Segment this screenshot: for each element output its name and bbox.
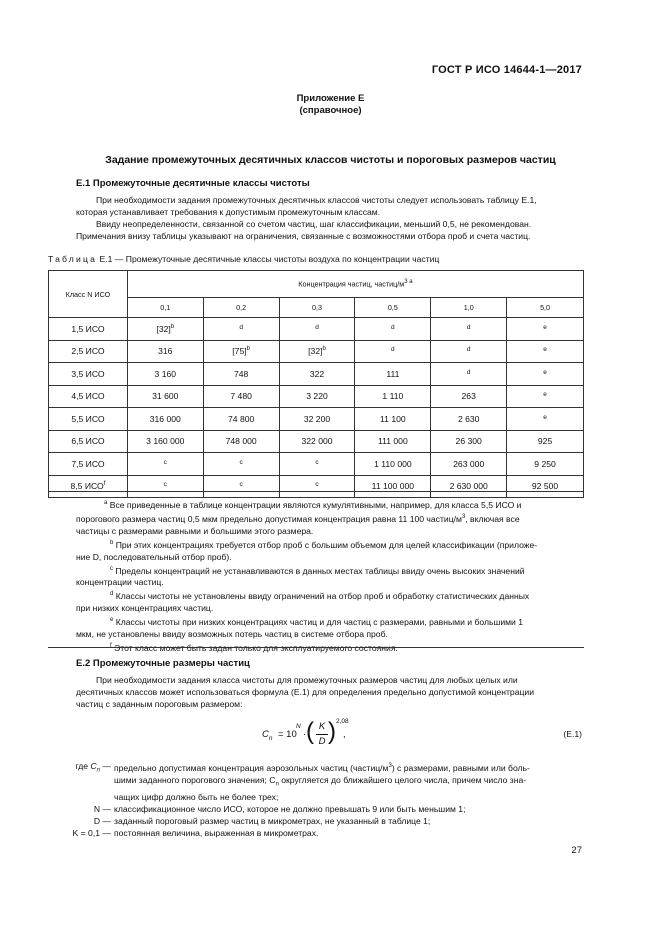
cell-value: 316 [158,346,173,357]
value-cell [431,385,507,408]
cell-footnote-mark: e [543,368,547,376]
def-n-symbol: N — [93,803,111,814]
note-b-mark: b [110,539,114,546]
size-header-cell: 0,1 [127,298,203,318]
class-cell [49,475,128,498]
value-cell [127,340,203,363]
cell-value: 11 100 [380,413,406,424]
value-cell [431,453,507,476]
formula-exponent-n [296,723,301,730]
cell-value: 2 630 000 [449,481,488,492]
note-a [76,497,584,537]
class-cell [49,453,128,476]
note-c-line-1: Пределы концентраций не устанавливаются в данных местах таблицы ввиду очень высоких значений [115,565,525,576]
formula-number: (Е.1) [563,729,582,739]
standard-header: ГОСТ Р ИСО 14644-1—2017 [431,64,582,76]
note-b [76,537,584,563]
cell-value: 1 110 000 [374,458,412,469]
value-cell [431,363,507,386]
note-d-mark: d [110,591,114,598]
def-d-text: заданный пороговый размер частиц в микрометрах, не указанный в таблице 1; [114,815,431,826]
value-cell [431,430,507,453]
value-cell [203,475,279,498]
formula-equals-ten: = 10 [278,729,297,740]
cell-value: 3 220 [306,391,328,402]
cell-footnote-mark: c [239,481,243,489]
class-label: 4,5 ИСО [71,391,105,402]
section-e1-paragraph-1 [76,194,584,218]
annex-subtitle: (справочное) [299,105,362,116]
def-cn-line-2-end: округляется до ближайшего целого числа, причем число зна- [278,774,527,785]
cell-value: 111 [386,368,400,379]
cell-value: 925 [537,436,553,447]
cell-footnote-mark: e [543,346,547,354]
concentration-header-sup: 3 а [404,279,413,286]
note-a-line-1: Все приведенные в таблице концентрации являются кумулятивными, например, для класса 5,5 ИСО и [109,499,522,510]
cell-footnote-mark: d [391,323,395,331]
value-cell [355,475,431,498]
note-d [76,588,584,614]
def-cn-c: C [90,761,97,771]
cell-footnote-mark: c [239,458,243,466]
cell-value: 263 000 [453,458,485,469]
table-row [49,318,584,341]
size-header-row [49,298,584,318]
value-cell [279,453,355,476]
value-cell [203,430,279,453]
cell-footnote-mark: b [246,346,250,353]
cell-value: 31 600 [152,391,179,402]
table-notes [76,497,584,654]
note-e-mark: е [110,617,114,624]
formula-definitions [48,760,584,839]
cell-value: 2 630 [457,413,480,424]
note-a-line-2: порогового размера частиц 0,5 мкм предельно допустимая концентрация равна 11 100 частиц/м [76,513,462,524]
class-cell [49,363,128,386]
cell-value: 316 000 [149,413,181,424]
text-line: При необходимости задания класса чистоты для промежуточных размеров частиц для любых целых или [96,675,518,685]
formula-lhs [262,729,273,742]
cell-value: 26 300 [455,436,482,447]
value-cell [355,408,431,431]
value-cell [431,408,507,431]
value-cell [203,385,279,408]
class-label: 1,5 ИСО [71,323,105,334]
cell-value: 748 000 [225,436,257,447]
note-e [76,614,584,640]
section-e2-title: Е.2 Промежуточные размеры частиц [76,658,250,669]
size-header-cell: 5,0 [507,298,584,318]
def-cn-line-3: чащих цифр должно быть не более трех; [114,791,279,802]
def-k-symbol: K = 0,1 — [72,827,111,838]
note-f-line-1: Этот класс может быть задан только для эксплуатируемого состояния. [114,643,398,654]
formula-numerator [317,721,327,732]
table-caption [48,254,439,264]
def-cn-line-2: шими заданного порогового значения; C [114,774,276,785]
text-line: При необходимости задания промежуточных десятичных классов чистоты следует использовать таблицу Е.1, [96,195,537,205]
note-a-line-3: частицы с размерами равными и большими этого размера. [76,525,314,536]
value-cell [355,453,431,476]
formula-denominator [317,736,327,747]
text-line: Ввиду неопределенности, связанной со счетом частиц, шаг классификации, меньший 0,5, не рекомендован. [96,219,532,229]
formula-dot: · [303,729,307,740]
table-row [49,475,584,498]
table-caption-prefix: Таблица [48,254,98,264]
table-body [49,318,584,498]
cell-value: [32] [156,323,171,334]
cell-value: 322 [309,368,325,379]
page-number: 27 [571,845,582,856]
value-cell [507,340,584,363]
def-k-text: постоянная величина, выраженная в микрометрах. [114,827,319,838]
value-cell [127,475,203,498]
text-line: Примечания внизу таблицы указывают на ограничения, связанные с возможностями отбора проб и счета частиц. [76,231,531,241]
note-b-line-1: При этих концентрациях требуется отбор проб с большим объемом для целей классификации (приложе- [115,539,538,550]
value-cell [127,385,203,408]
value-cell [355,430,431,453]
formula-d: D [318,736,326,747]
cell-value: 322 000 [301,436,333,447]
class-column-header: Класс N ИСО [49,271,128,318]
formula-c-sub: n [268,734,273,742]
class-label-sup: f [103,481,106,488]
formula-power: 2,08 [336,718,349,725]
cell-footnote-mark: b [170,323,175,330]
note-d-line-1: Классы чистоты не установлены ввиду ограничений на отбор проб и обработку статистических данных [115,591,530,602]
def-cn-text [111,760,584,803]
formula-comma: , [343,729,346,740]
section-e2-paragraph [76,674,584,710]
value-cell [127,430,203,453]
class-label: 5,5 ИСО [71,413,105,424]
def-cn-line-1: предельно допустимая концентрация аэрозольных частиц (частиц/м [114,762,389,773]
note-a-line-2-end: , включая все [465,513,520,524]
text-line: частиц с заданным пороговым размером: [76,699,243,709]
value-cell [431,340,507,363]
cell-value: 32 200 [303,413,331,424]
value-cell [507,318,584,341]
value-cell [203,408,279,431]
def-d [48,815,584,827]
cell-footnote-mark: d [466,368,471,376]
value-cell [203,453,279,476]
notes-divider [48,491,584,492]
formula-fraction-bar [316,734,328,735]
def-cn-dash: — [100,761,111,771]
note-f-mark: f [110,643,112,650]
class-label: 7,5 ИСО [71,458,105,469]
value-cell [279,318,355,341]
cell-footnote-mark: d [239,323,243,331]
value-cell [507,408,584,431]
class-cell [49,318,128,341]
note-c-mark: с [110,565,113,572]
class-label: 3,5 ИСО [71,368,105,379]
cell-value: 7 480 [230,391,252,402]
value-cell [355,340,431,363]
value-cell [279,340,355,363]
text-line: десятичных классов может использоваться формула (Е.1) для определения предельно допустимой концентрации [76,687,535,697]
class-label: 6,5 ИСО [71,436,105,447]
value-cell [127,318,203,341]
value-cell [507,453,584,476]
cell-footnote-mark: d [315,323,319,331]
def-cn-line-1-end: ) с размерами, равными или боль- [391,762,530,773]
note-b-line-2: ние D, последовательный отбор проб). [76,551,232,562]
table-row [49,385,584,408]
cell-footnote-mark: c [163,481,167,489]
concentration-header [127,271,583,298]
cell-value: 74 800 [228,413,255,424]
cell-footnote-mark: b [322,346,326,353]
class-label: 8,5 ИСО [70,481,104,492]
class-cell [49,408,128,431]
class-cell [49,385,128,408]
concentration-header-text: Концентрация частиц, частиц/м [298,279,405,289]
value-cell [507,475,584,498]
cell-value: 11 100 000 [371,481,415,492]
value-cell [127,453,203,476]
value-cell [203,340,279,363]
note-a-sup: 3 [461,513,466,520]
size-header-cell: 1,0 [431,298,507,318]
appendix-heading: Задание промежуточных десятичных классов чистоты и пороговых размеров частиц [105,154,556,166]
class-cell [49,430,128,453]
value-cell [203,363,279,386]
value-cell [127,408,203,431]
notes-bottom-line [48,647,584,648]
value-cell [279,430,355,453]
value-cell [279,363,355,386]
def-cn-line-2-sub: n [275,781,279,788]
cell-footnote-mark: c [315,458,319,466]
note-d-line-2: при низких концентрациях частиц. [76,603,214,614]
cell-value: 9 250 [534,458,556,469]
def-cn [48,760,584,803]
cell-footnote-mark: d [466,346,471,354]
def-d-symbol: D — [93,815,111,826]
size-header-cell: 0,3 [279,298,355,318]
note-c [76,563,584,589]
cell-footnote-mark: e [543,391,547,399]
section-e1-paragraph-2 [76,218,584,242]
cell-footnote-mark: e [543,323,547,331]
cell-footnote-mark: e [543,413,547,421]
value-cell [431,318,507,341]
cell-value: 748 [233,368,249,379]
value-cell [279,408,355,431]
value-cell [127,363,203,386]
cell-value: 1 110 [382,391,404,402]
value-cell [355,363,431,386]
formula-c: C [262,729,269,740]
value-cell [507,363,584,386]
formula-e1 [0,716,661,756]
def-n [48,803,584,815]
size-header-cell: 0,5 [355,298,431,318]
note-a-mark: а [104,500,108,506]
def-cn-symbol [48,760,111,803]
section-e1-title: Е.1 Промежуточные десятичные классы чистоты [76,178,310,189]
value-cell [203,318,279,341]
cell-footnote-mark: c [163,458,167,466]
note-c-line-2: концентрации частиц. [76,577,164,588]
table-caption-text: Е.1 — Промежуточные десятичные классы чистоты воздуха по концентрации частиц [99,254,440,264]
cell-value: 92 500 [531,481,559,492]
cell-value: 263 [461,391,476,402]
cell-value: [32] [308,346,323,357]
formula-n: N [296,723,301,730]
def-where: где [75,761,91,771]
table-row [49,453,584,476]
annex-title: Приложение Е [296,93,365,104]
text-line: которая устанавливает требования к допустимым промежуточным классам. [76,207,381,217]
table-row [49,408,584,431]
value-cell [507,385,584,408]
table-row [49,430,584,453]
cell-value: [75] [232,346,247,357]
def-cn-sub: n [96,767,101,774]
cell-value: 111 000 [377,436,408,447]
classes-table [48,270,584,498]
value-cell [279,475,355,498]
value-cell [431,475,507,498]
cell-value: 3 160 [154,368,177,379]
note-e-line-1: Классы чистоты при низких концентрациях частиц и для частиц с размерами, равными и большими 1 [115,617,524,628]
value-cell [355,318,431,341]
class-label: 2,5 ИСО [71,346,105,357]
def-k [48,827,584,839]
table-row [49,363,584,386]
formula-k: K [318,721,326,732]
cell-footnote-mark: c [315,481,319,489]
formula-left-paren: ( [306,718,314,745]
class-cell [49,340,128,363]
note-e-line-2: мкм, не установлены ввиду возможных потерь частиц в системе отбора проб. [76,629,388,640]
value-cell [279,385,355,408]
cell-footnote-mark: d [391,346,395,354]
def-cn-sup: 3 [388,763,392,769]
def-n-text: классификационное число ИСО, которое не должно превышать 9 или быть меньшим 1; [114,803,466,814]
value-cell [507,430,584,453]
table-row [49,340,584,363]
formula-right-paren: ) [328,718,336,745]
cell-footnote-mark: d [466,323,471,331]
cell-value: 3 160 000 [146,436,185,447]
size-header-cell: 0,2 [203,298,279,318]
value-cell [355,385,431,408]
